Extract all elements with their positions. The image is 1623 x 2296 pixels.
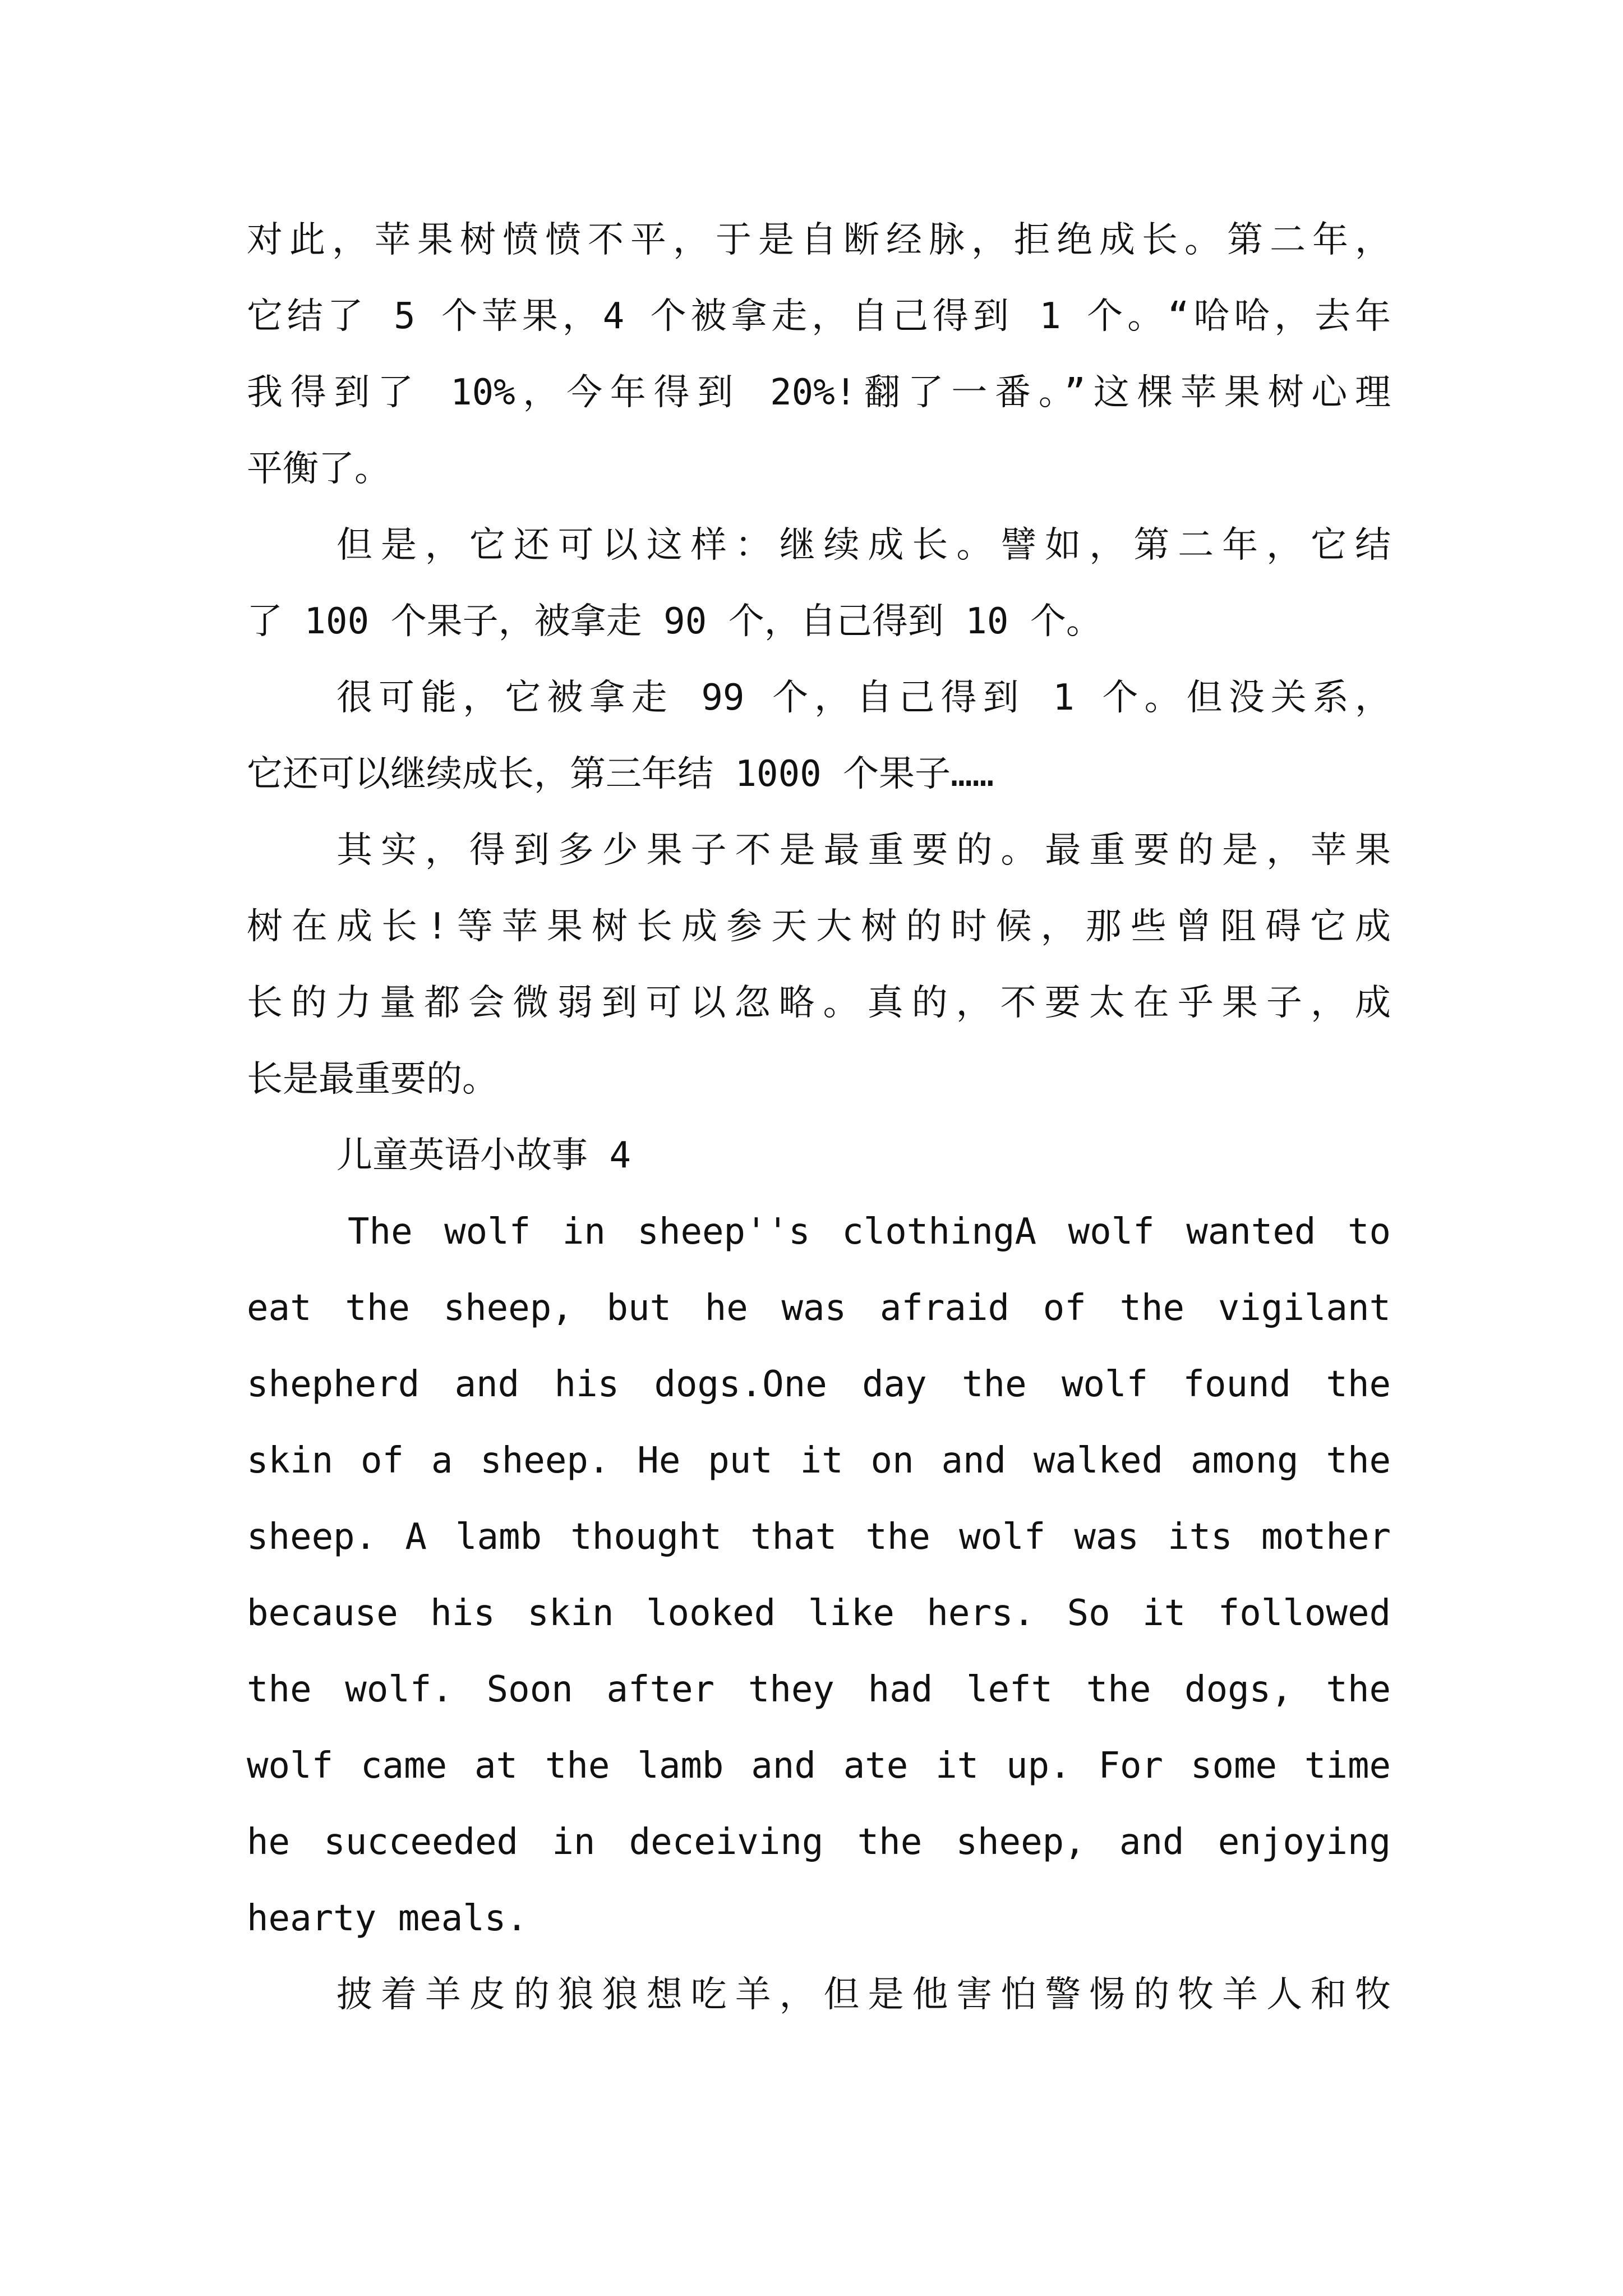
paragraph-line: because his skin looked like hers. So it followed xyxy=(247,1593,1391,1634)
paragraph-line: 其实，得到多少果子不是最重要的。最重要的是，苹果 xyxy=(336,830,1391,871)
paragraph-line: 它结了 5 个苹果，4 个被拿走，自己得到 1 个。“哈哈，去年 xyxy=(247,296,1391,337)
paragraph-line: shepherd and his dogs.One day the wolf found the xyxy=(247,1364,1391,1405)
paragraph-line: 平衡了。 xyxy=(247,448,390,490)
paragraph-line: skin of a sheep. He put it on and walked among the xyxy=(247,1440,1391,1481)
paragraph-line: 很可能，它被拿走 99 个，自己得到 1 个。但没关系， xyxy=(336,677,1391,719)
paragraph-line: 披着羊皮的狼狼想吃羊，但是他害怕警惕的牧羊人和牧 xyxy=(336,1974,1391,2016)
paragraph-line: hearty meals. xyxy=(247,1898,528,1939)
paragraph-line: 对此，苹果树愤愤不平，于是自断经脉，拒绝成长。第二年， xyxy=(247,219,1391,261)
paragraph-line: he succeeded in deceiving the sheep, and enjoying xyxy=(247,1821,1391,1863)
paragraph-line: 它还可以继续成长，第三年结 1000 个果子…… xyxy=(247,753,994,795)
paragraph-line: 长的力量都会微弱到可以忽略。真的，不要太在乎果子，成 xyxy=(247,982,1391,1024)
paragraph-line: sheep. A lamb thought that the wolf was its mother xyxy=(247,1516,1391,1558)
paragraph-line: eat the sheep, but he was afraid of the vigilant xyxy=(247,1287,1391,1329)
paragraph-line: 但是，它还可以这样：继续成长。譬如，第二年，它结 xyxy=(336,524,1391,566)
paragraph-line: 了 100 个果子，被拿走 90 个，自己得到 10 个。 xyxy=(247,601,1102,642)
paragraph-line: wolf came at the lamb and ate it up. For some time xyxy=(247,1745,1391,1787)
paragraph-line: 我得到了 10%，今年得到 20%!翻了一番。”这棵苹果树心理 xyxy=(247,372,1391,413)
paragraph-line: the wolf. Soon after they had left the dogs, the xyxy=(247,1669,1391,1710)
paragraph-line: 长是最重要的。 xyxy=(247,1059,498,1100)
section-heading: 儿童英语小故事 4 xyxy=(336,1135,631,1176)
paragraph-line: The wolf in sheep''s clothingA wolf wanted to xyxy=(348,1211,1391,1253)
paragraph-line: 树在成长!等苹果树长成参天大树的时候，那些曾阻碍它成 xyxy=(247,906,1391,947)
